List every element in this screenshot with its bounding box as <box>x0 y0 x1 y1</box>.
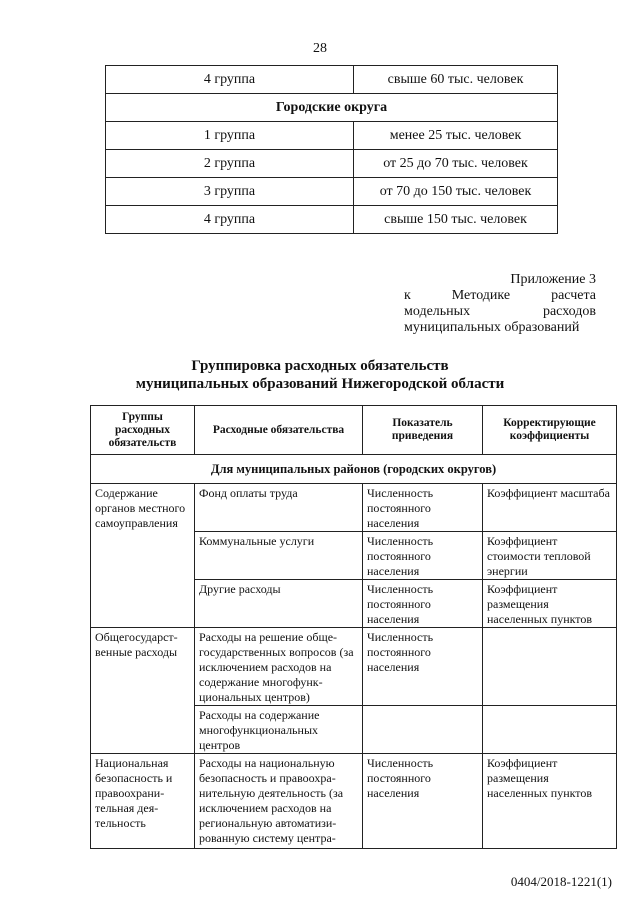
expense-group-cell: Содержание органов местного самоуправления <box>91 484 195 628</box>
obligation-cell: Расходы на содержание многофункциональных центров <box>195 706 363 754</box>
indicator-cell: Численность постоянного населения <box>363 484 483 532</box>
appendix-reference <box>404 272 596 336</box>
coefficient-cell: Коэффициент масштаба <box>483 484 617 532</box>
group-cell: 2 группа <box>106 150 354 178</box>
section-heading: Для муниципальных районов (городских округов) <box>91 455 617 484</box>
indicator-cell <box>363 706 483 754</box>
table-row <box>91 484 617 532</box>
document-title <box>0 357 640 393</box>
column-header: Расходные обязательства <box>195 406 363 455</box>
appendix-title: Приложение 3 <box>510 272 596 287</box>
document-code: 0404/2018-1221(1) <box>510 874 612 889</box>
group-cell: 3 группа <box>106 178 354 206</box>
obligation-cell: Фонд оплаты труда <box>195 484 363 532</box>
column-header: Показатель приведения <box>363 406 483 455</box>
column-header: Корректирующие коэффициенты <box>483 406 617 455</box>
obligation-cell: Расходы на национальную безопасность и правоохра-нительную деятельность (за исключением расходов на региональную автоматизи-рованную систему центра- <box>195 754 363 849</box>
appendix-word: к <box>404 288 411 303</box>
table-row <box>106 122 558 150</box>
appendix-word: Методике <box>451 288 511 303</box>
table-row <box>91 628 617 706</box>
header-row <box>91 406 617 455</box>
table-row <box>106 66 558 94</box>
section-row <box>91 455 617 484</box>
appendix-word: расчета <box>551 288 596 303</box>
indicator-cell: Численность постоянного населения <box>363 628 483 706</box>
appendix-line: муниципальных образований <box>404 320 580 335</box>
expense-group-cell: Национальная безопасность и правоохрани-тельная дея-тельность <box>91 754 195 849</box>
coefficient-cell <box>483 706 617 754</box>
indicator-cell: Численность постоянного населения <box>363 754 483 849</box>
population-cell: свыше 60 тыс. человек <box>354 66 558 94</box>
obligation-cell: Расходы на решение обще-государственных вопросов (за исключением расходов на содержание многофунк-циональных центров) <box>195 628 363 706</box>
column-header: Группы расходных обязательств <box>91 406 195 455</box>
table-row <box>106 178 558 206</box>
population-cell: свыше 150 тыс. человек <box>354 206 558 234</box>
expense-group-cell: Общегосударст-венные расходы <box>91 628 195 754</box>
indicator-cell: Численность постоянного населения <box>363 532 483 580</box>
appendix-word: расходов <box>542 304 596 319</box>
table-row <box>106 206 558 234</box>
population-cell: от 25 до 70 тыс. человек <box>354 150 558 178</box>
obligation-cell: Коммунальные услуги <box>195 532 363 580</box>
section-heading: Городские округа <box>106 94 558 122</box>
appendix-line <box>404 288 596 304</box>
group-cell: 4 группа <box>106 66 354 94</box>
table-row <box>106 150 558 178</box>
title-line: муниципальных образований Нижегородской области <box>135 376 505 392</box>
coefficient-cell <box>483 628 617 706</box>
group-cell: 4 группа <box>106 206 354 234</box>
obligation-cell: Другие расходы <box>195 580 363 628</box>
table-row <box>91 754 617 849</box>
title-line: Группировка расходных обязательств <box>191 358 449 374</box>
appendix-line <box>404 304 596 320</box>
coefficient-cell: Коэффициент размещения населенных пунктов <box>483 754 617 849</box>
expense-grouping-table <box>90 405 617 849</box>
population-groups-table <box>105 65 558 234</box>
population-cell: от 70 до 150 тыс. человек <box>354 178 558 206</box>
group-cell: 1 группа <box>106 122 354 150</box>
section-row <box>106 94 558 122</box>
population-cell: менее 25 тыс. человек <box>354 122 558 150</box>
coefficient-cell: Коэффициент размещения населенных пунктов <box>483 580 617 628</box>
coefficient-cell: Коэффициент стоимости тепловой энергии <box>483 532 617 580</box>
indicator-cell: Численность постоянного населения <box>363 580 483 628</box>
page-number: 28 <box>313 41 327 56</box>
appendix-word: модельных <box>404 304 471 319</box>
